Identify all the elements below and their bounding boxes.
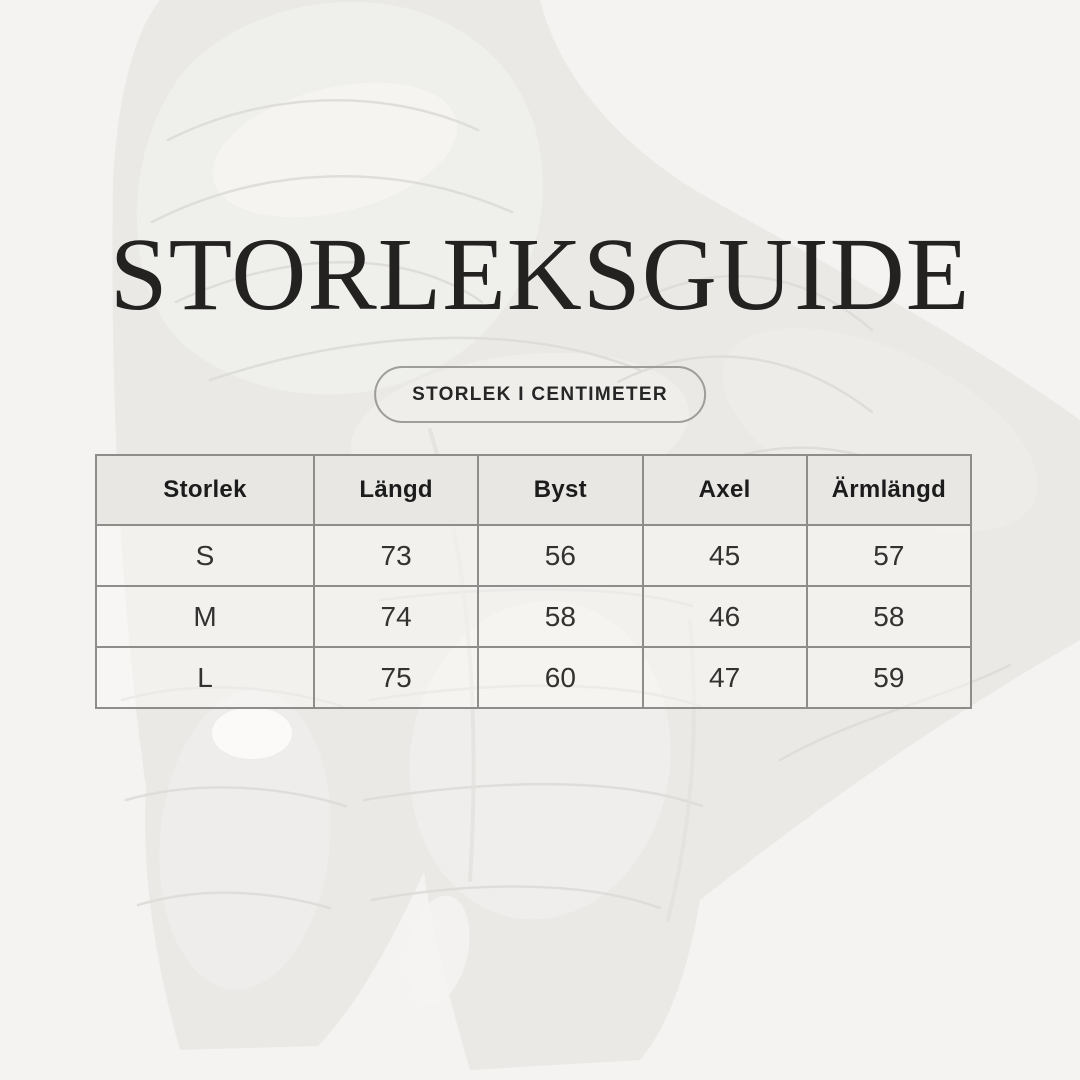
size-table: [95, 454, 972, 709]
armlangd-value-cell: 57: [807, 525, 971, 586]
table-row-l: [96, 647, 971, 708]
langd-value-cell: 73: [314, 525, 478, 586]
size-label-cell: M: [96, 586, 314, 647]
byst-value-cell: 56: [478, 525, 642, 586]
unit-badge-label: STORLEK I CENTIMETER: [412, 383, 668, 405]
col-header-langd: Längd: [314, 455, 478, 525]
col-header-byst: Byst: [478, 455, 642, 525]
langd-value-cell: 74: [314, 586, 478, 647]
axel-value-cell: 47: [643, 647, 807, 708]
col-header-armlangd: Ärmlängd: [807, 455, 971, 525]
table-row-s: [96, 525, 971, 586]
col-header-axel: Axel: [643, 455, 807, 525]
axel-value-cell: 46: [643, 586, 807, 647]
armlangd-value-cell: 59: [807, 647, 971, 708]
col-header-storlek: Storlek: [96, 455, 314, 525]
page-title: STORLEKSGUIDE: [109, 217, 971, 332]
langd-value-cell: 75: [314, 647, 478, 708]
byst-value-cell: 58: [478, 586, 642, 647]
armlangd-value-cell: 58: [807, 586, 971, 647]
axel-value-cell: 45: [643, 525, 807, 586]
size-label-cell: L: [96, 647, 314, 708]
table-row-m: [96, 586, 971, 647]
unit-badge: [374, 366, 706, 423]
table-header-row: [96, 455, 971, 525]
byst-value-cell: 60: [478, 647, 642, 708]
size-label-cell: S: [96, 525, 314, 586]
